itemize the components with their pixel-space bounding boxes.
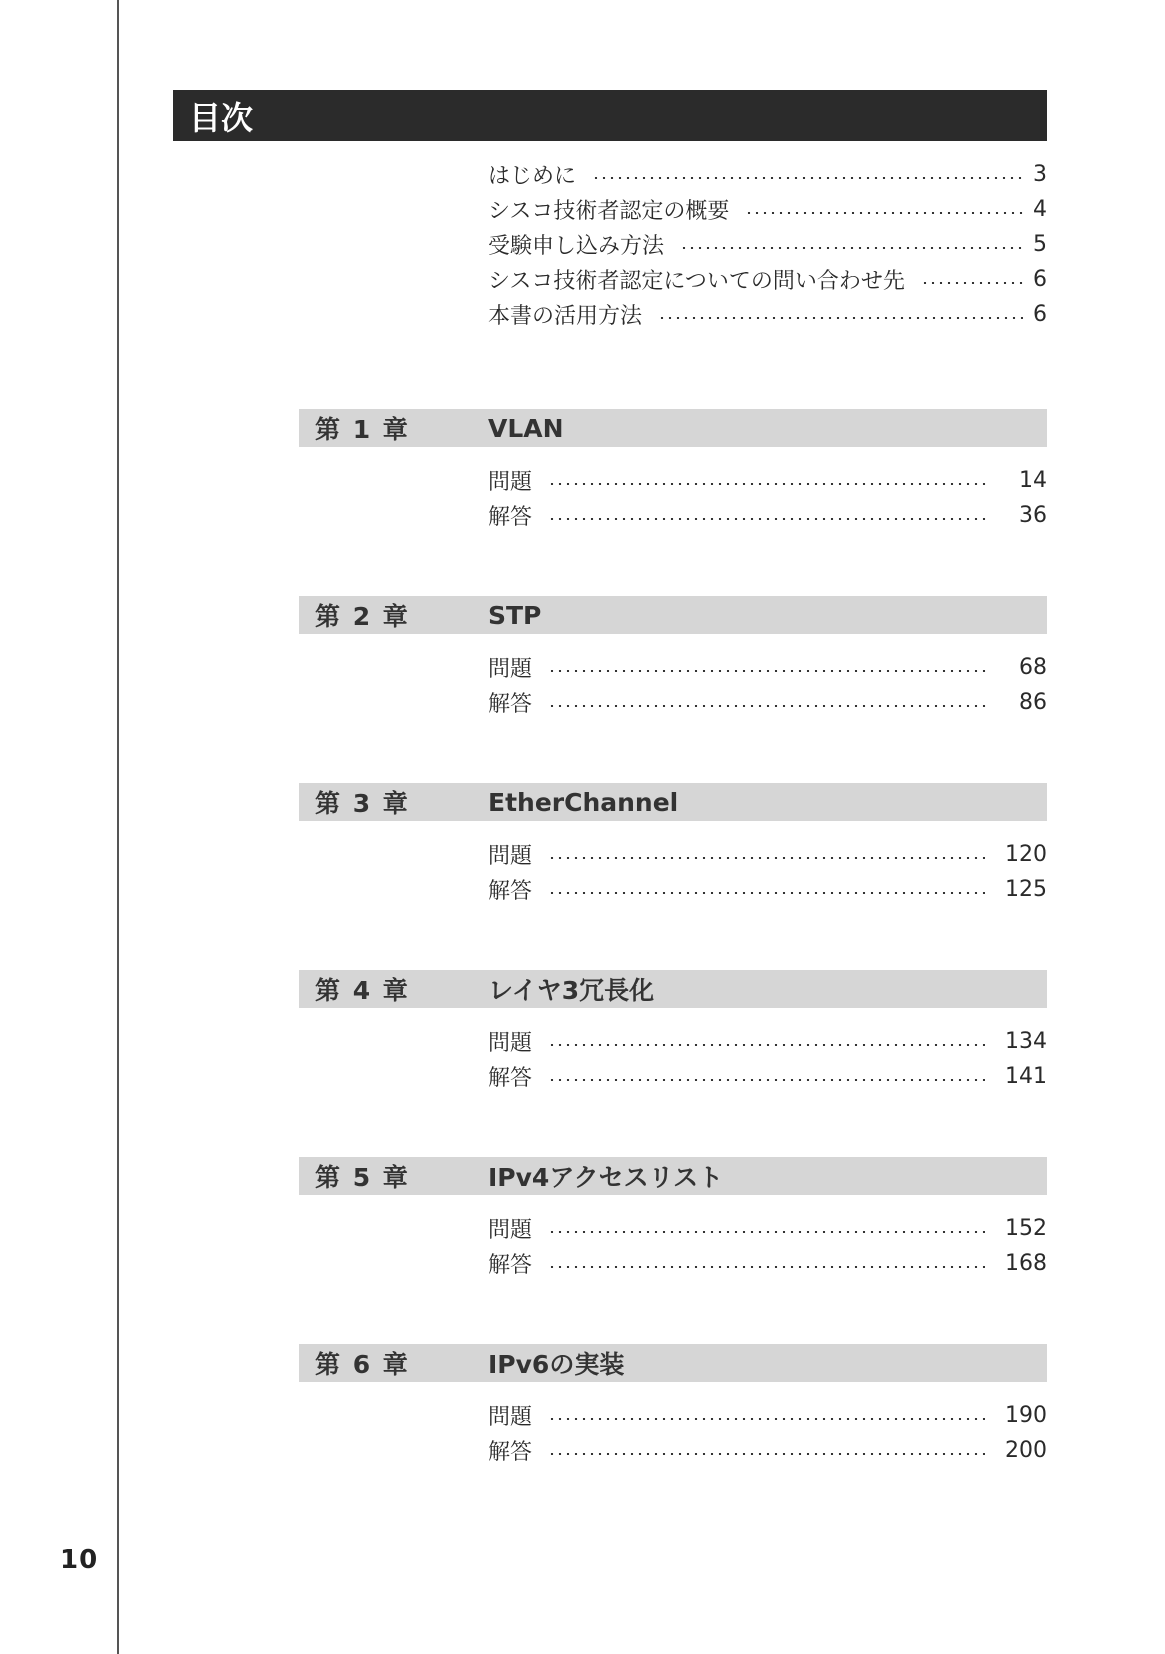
entry-page: 120 (1005, 842, 1047, 867)
entry-label: シスコ技術者認定の概要 (488, 199, 730, 224)
entry-label: 問題 (488, 1031, 533, 1056)
entry-page: 36 (1019, 503, 1047, 528)
leader-dots (921, 282, 1023, 284)
leader-dots (658, 317, 1023, 319)
page-number: 10 (60, 1545, 99, 1575)
toc-entry[interactable] (488, 1211, 1047, 1246)
intro-entries (488, 157, 1047, 332)
toc-entry[interactable] (488, 227, 1047, 262)
entry-label: 解答 (488, 505, 533, 530)
chapter-number: 第 3 章 (315, 789, 410, 818)
chapter-4-entries (488, 1024, 1047, 1094)
entry-label: 問題 (488, 470, 533, 495)
leader-dots (548, 483, 987, 485)
leader-dots (548, 857, 985, 859)
toc-title-bar (173, 90, 1047, 141)
toc-entry[interactable] (488, 157, 1047, 192)
entry-label: 本書の活用方法 (488, 304, 643, 329)
toc-entry[interactable] (488, 1246, 1047, 1281)
leader-dots (548, 518, 987, 520)
entry-page: 14 (1019, 468, 1047, 493)
chapter-number: 第 4 章 (315, 976, 410, 1005)
chapter-header-5[interactable] (299, 1157, 1047, 1195)
toc-entry[interactable] (488, 685, 1047, 720)
toc-entry[interactable] (488, 192, 1047, 227)
toc-entry[interactable] (488, 262, 1047, 297)
chapter-5-entries (488, 1211, 1047, 1281)
entry-page: 141 (1005, 1064, 1047, 1089)
toc-entry[interactable] (488, 1059, 1047, 1094)
toc-entry[interactable] (488, 1024, 1047, 1059)
chapter-title: IPv6の実装 (488, 1350, 625, 1379)
entry-page: 134 (1005, 1029, 1047, 1054)
leader-dots (548, 1044, 985, 1046)
chapter-header-4[interactable] (299, 970, 1047, 1008)
entry-label: シスコ技術者認定についての問い合わせ先 (488, 269, 905, 294)
leader-dots (548, 1079, 985, 1081)
toc-entry[interactable] (488, 498, 1047, 533)
leader-dots (745, 212, 1023, 214)
leader-dots (548, 1418, 985, 1420)
chapter-1-entries (488, 463, 1047, 533)
chapter-title: IPv4アクセスリスト (488, 1163, 724, 1192)
toc-title: 目次 (189, 98, 254, 137)
chapter-number: 第 2 章 (315, 602, 410, 631)
chapter-number: 第 1 章 (315, 415, 410, 444)
toc-entry[interactable] (488, 1433, 1047, 1468)
entry-page: 5 (1033, 232, 1047, 257)
leader-dots (592, 177, 1023, 179)
entry-page: 200 (1005, 1438, 1047, 1463)
entry-page: 152 (1005, 1216, 1047, 1241)
entry-label: 解答 (488, 1440, 533, 1465)
chapter-number: 第 5 章 (315, 1163, 410, 1192)
leader-dots (548, 1231, 985, 1233)
leader-dots (548, 1453, 985, 1455)
chapter-header-1[interactable] (299, 409, 1047, 447)
entry-page: 86 (1019, 690, 1047, 715)
chapter-number: 第 6 章 (315, 1350, 410, 1379)
entry-label: 問題 (488, 844, 533, 869)
leader-dots (680, 247, 1023, 249)
chapter-header-6[interactable] (299, 1344, 1047, 1382)
chapter-2-entries (488, 650, 1047, 720)
chapter-6-entries (488, 1398, 1047, 1468)
toc-entry[interactable] (488, 1398, 1047, 1433)
entry-page: 168 (1005, 1251, 1047, 1276)
chapter-title: EtherChannel (488, 787, 679, 817)
entry-page: 68 (1019, 655, 1047, 680)
entry-page: 6 (1033, 302, 1047, 327)
toc-entry[interactable] (488, 872, 1047, 907)
chapter-title: STP (488, 600, 542, 630)
entry-page: 6 (1033, 267, 1047, 292)
chapter-title: VLAN (488, 413, 564, 443)
entry-page: 4 (1033, 197, 1047, 222)
entry-label: 解答 (488, 1066, 533, 1091)
leader-dots (548, 1266, 985, 1268)
toc-entry[interactable] (488, 297, 1047, 332)
toc-entry[interactable] (488, 463, 1047, 498)
toc-entry[interactable] (488, 837, 1047, 872)
entry-label: 問題 (488, 1218, 533, 1243)
entry-page: 190 (1005, 1403, 1047, 1428)
chapter-header-2[interactable] (299, 596, 1047, 634)
leader-dots (548, 892, 985, 894)
chapter-3-entries (488, 837, 1047, 907)
entry-label: 解答 (488, 692, 533, 717)
entry-label: 解答 (488, 879, 533, 904)
entry-label: はじめに (488, 164, 577, 189)
entry-page: 125 (1005, 877, 1047, 902)
margin-rule (117, 0, 119, 1654)
toc-entry[interactable] (488, 650, 1047, 685)
entry-label: 問題 (488, 657, 533, 682)
leader-dots (548, 670, 987, 672)
entry-label: 解答 (488, 1253, 533, 1278)
entry-label: 問題 (488, 1405, 533, 1430)
leader-dots (548, 705, 987, 707)
entry-label: 受験申し込み方法 (488, 234, 665, 259)
entry-page: 3 (1033, 162, 1047, 187)
chapter-header-3[interactable] (299, 783, 1047, 821)
chapter-title: レイヤ3冗長化 (488, 976, 655, 1005)
